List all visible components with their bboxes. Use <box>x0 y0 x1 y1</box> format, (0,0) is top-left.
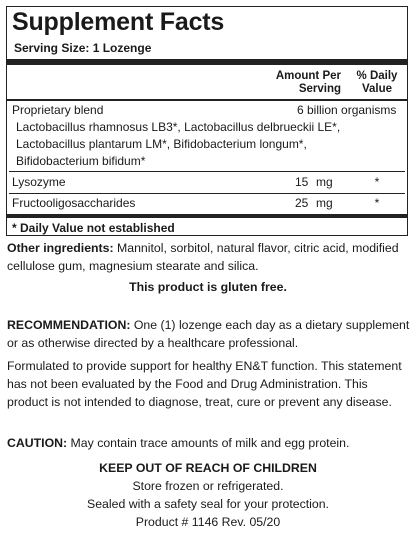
safety-seal-notice: Sealed with a safety seal for your protection. <box>87 497 329 511</box>
thick-divider-top <box>7 59 407 65</box>
keep-out-of-reach-warning: KEEP OUT OF REACH OF CHILDREN <box>99 461 317 475</box>
fos-dv: * <box>374 196 380 210</box>
facts-title: Supplement Facts <box>12 8 225 36</box>
dv-header-line1: % Daily <box>356 70 398 82</box>
proprietary-blend-amount: 6 billion organisms <box>297 103 397 117</box>
amount-header-line2: Serving <box>298 83 341 95</box>
lysozyme-qty: 15 <box>295 175 309 189</box>
fda-statement: Formulated to provide support for healthy EN&T function. This statement has not been evaluated by the Food and Drug Administration. This product is not intended to diagnose, treat, cure or prevent any disease. <box>7 359 402 409</box>
amount-header-line1: Amount Per <box>275 70 341 82</box>
fos-qty: 25 <box>295 196 309 210</box>
recommendation-label: RECOMMENDATION: <box>7 318 131 332</box>
supplement-facts-panel <box>6 6 408 236</box>
lysozyme-label: Lysozyme <box>12 175 66 189</box>
daily-value-header <box>351 70 403 96</box>
dv-header-line2: Value <box>361 83 393 95</box>
fos-label: Fructooligosaccharides <box>12 196 136 210</box>
other-ingredients <box>7 239 411 275</box>
row-divider <box>9 171 405 172</box>
blend-line: Lactobacillus plantarum LM*, Bifidobacterium longum*, <box>16 137 307 151</box>
proprietary-blend-ingredients <box>16 119 406 170</box>
blend-line: Bifidobacterium bifidum* <box>16 154 146 168</box>
header-divider <box>7 99 407 101</box>
lysozyme-unit: mg <box>316 175 333 189</box>
caution-label: CAUTION: <box>7 436 68 450</box>
recommendation-text: One (1) lozenge each day as a dietary supplement or as otherwise directed by a healthcare professional. <box>7 318 410 350</box>
product-number: Product # 1146 Rev. 05/20 <box>135 515 281 529</box>
other-ingredients-text: Mannitol, sorbitol, natural flavor, citric acid, modified cellulose gum, magnesium stearate and silica. <box>7 241 399 273</box>
row-divider <box>9 193 405 194</box>
caution-text: May contain trace amounts of milk and egg protein. <box>67 436 350 450</box>
recommendation <box>7 316 411 352</box>
serving-size: Serving Size: 1 Lozenge <box>14 41 152 55</box>
thick-divider-bottom <box>7 214 407 218</box>
proprietary-blend-label: Proprietary blend <box>12 103 104 117</box>
caution <box>7 434 411 452</box>
storage-instructions: Store frozen or refrigerated. <box>132 479 284 493</box>
amount-per-serving-header <box>255 70 341 96</box>
daily-value-footnote: * Daily Value not established <box>12 221 175 235</box>
lysozyme-dv: * <box>374 175 380 189</box>
other-ingredients-label: Other ingredients: <box>7 241 114 255</box>
blend-line: Lactobacillus rhamnosus LB3*, Lactobacillus delbrueckii LE*, <box>16 120 341 134</box>
fos-unit: mg <box>316 196 333 210</box>
gluten-free-statement: This product is gluten free. <box>129 280 287 294</box>
